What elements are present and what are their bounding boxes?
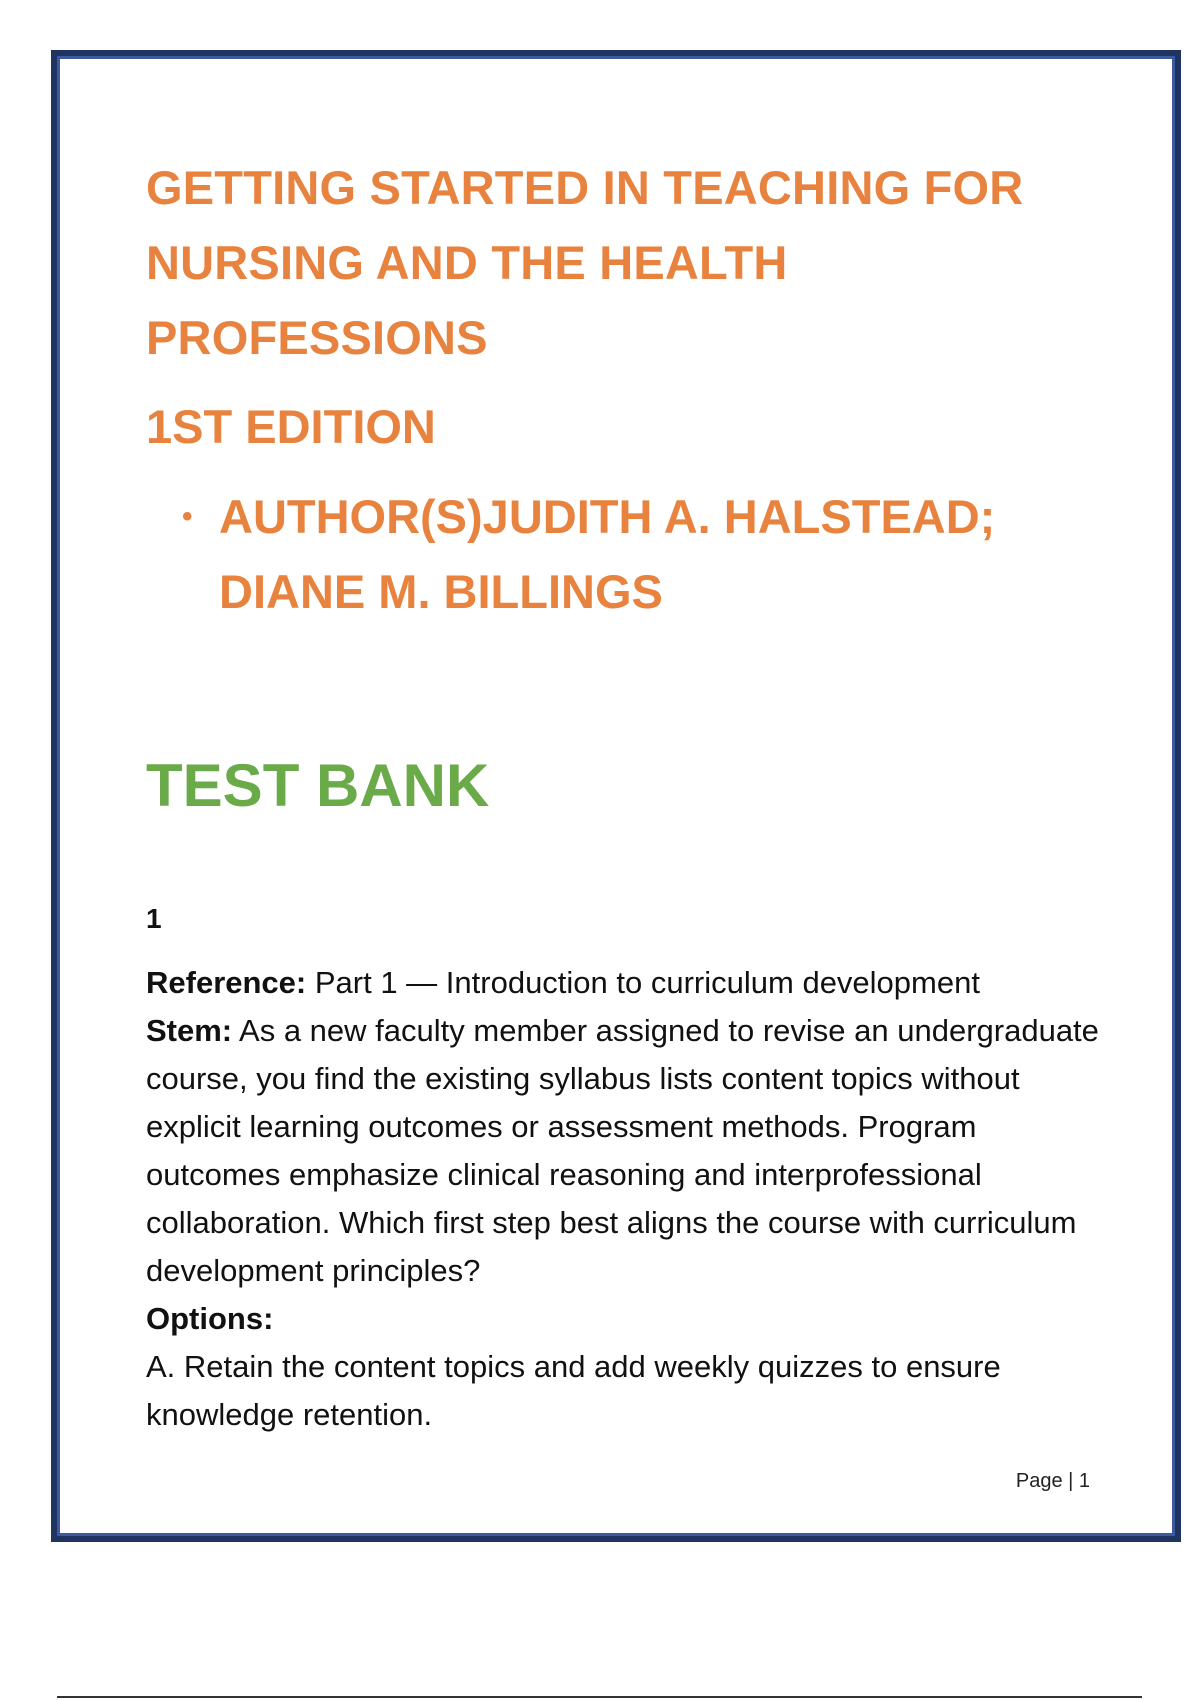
stem-label: Stem: — [146, 1013, 233, 1048]
reference-text: Part 1 — Introduction to curriculum development — [306, 965, 980, 1000]
question-number: 1 — [146, 903, 162, 934]
stem-paragraph — [146, 1007, 1116, 1295]
test-bank-heading: TEST BANK — [146, 752, 490, 819]
author-list — [146, 479, 1106, 629]
stem-text: As a new faculty member assigned to revise an undergraduate course, you find the existing syllabus lists content topics without explicit learning outcomes or assessment methods. Program outcomes emphasize clinical reasoning and interprofessional collaboration. Which first step best aligns the course with curriculum development principles? — [146, 1013, 1099, 1288]
bottom-divider — [57, 1696, 1142, 1698]
title-line: PROFESSIONS — [146, 311, 488, 364]
title-line: NURSING AND THE HEALTH — [146, 236, 788, 289]
title-line: GETTING STARTED IN TEACHING FOR — [146, 161, 1024, 214]
page-content — [146, 150, 1106, 1439]
options-paragraph — [146, 1295, 1116, 1343]
author-line: AUTHOR(S)JUDITH A. HALSTEAD; — [219, 490, 996, 543]
reference-label: Reference: — [146, 965, 307, 1000]
reference-paragraph — [146, 959, 1116, 1007]
edition-label: 1ST EDITION — [146, 400, 436, 453]
bullet-icon: • — [182, 500, 193, 533]
options-label: Options: — [146, 1301, 274, 1336]
author-item — [146, 479, 1106, 629]
page-number: Page | 1 — [1015, 1470, 1090, 1492]
question-body — [146, 959, 1116, 1439]
book-title — [146, 150, 1106, 375]
author-line: DIANE M. BILLINGS — [219, 565, 663, 618]
option-a: A. Retain the content topics and add weekly quizzes to ensure knowledge retention. — [146, 1349, 1001, 1432]
